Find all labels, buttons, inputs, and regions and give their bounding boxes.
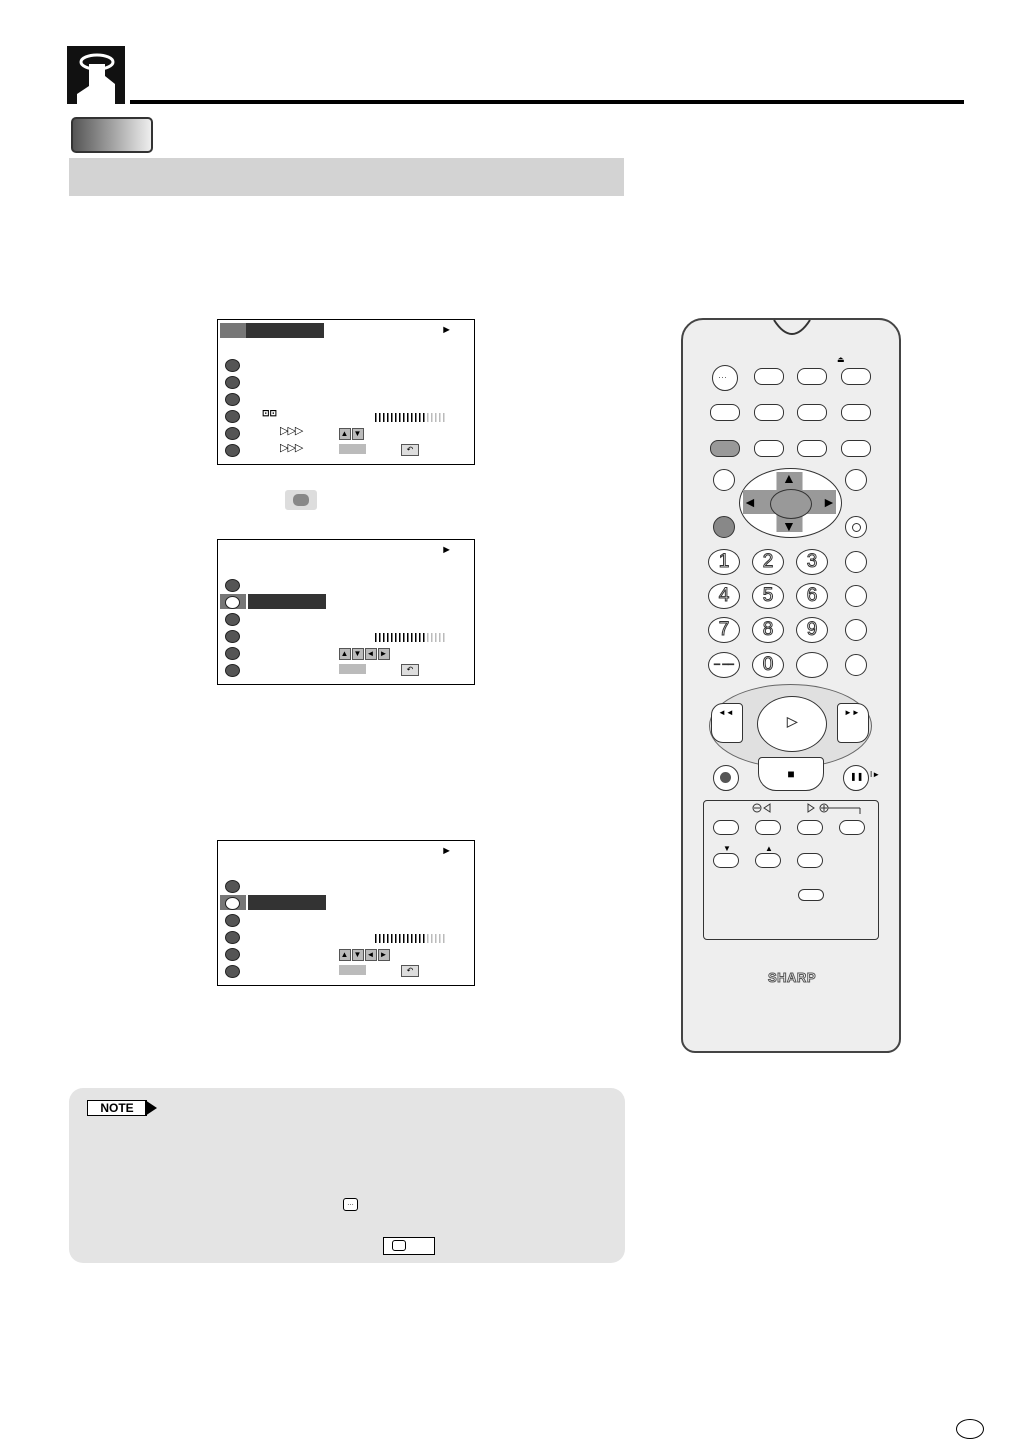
remote-button-5[interactable] — [797, 404, 827, 421]
audio-icon — [225, 630, 240, 643]
return-icon: ↶ — [401, 664, 419, 676]
rewind-button[interactable]: ◄◄ — [711, 703, 743, 743]
note-label: NOTE — [87, 1100, 147, 1116]
skip-slow-icons — [750, 802, 862, 822]
remote-button-4[interactable] — [754, 404, 784, 421]
angle-icon — [225, 613, 240, 626]
skip-forward-button[interactable] — [797, 820, 823, 835]
open-close-button[interactable] — [841, 368, 871, 385]
down-triangle-icon: ▼ — [723, 844, 731, 853]
selected-row-bar — [248, 895, 326, 910]
note-tag — [87, 1100, 157, 1116]
return-button[interactable] — [713, 516, 735, 538]
lower-button-7[interactable] — [797, 853, 823, 868]
up-triangle-icon: ▲ — [765, 844, 773, 853]
section-tab — [71, 117, 153, 153]
brand-logo: SHARP — [767, 970, 816, 985]
level-bar — [375, 934, 445, 943]
eject-button[interactable] — [841, 440, 871, 457]
zoom-icon — [225, 965, 240, 978]
lower-button-6[interactable] — [755, 853, 781, 868]
hand-pointer-icon — [67, 46, 125, 104]
play-indicator: ► — [441, 324, 452, 336]
remote-button-1[interactable] — [754, 368, 784, 385]
side-button-4[interactable] — [845, 654, 867, 676]
step-icon: I► — [870, 770, 881, 779]
remote-ir-window — [772, 318, 812, 342]
repeat-icon — [225, 647, 240, 660]
side-button-1[interactable] — [845, 551, 867, 573]
number-9-button[interactable]: 9 — [796, 617, 828, 643]
left-arrow-icon[interactable]: ◄ — [743, 494, 757, 510]
remote-button-6[interactable] — [841, 404, 871, 421]
arrow-buttons: ▲ ▼ ◄ ► — [340, 950, 389, 959]
skip-back-button[interactable] — [755, 820, 781, 835]
note-arrow-icon — [145, 1100, 157, 1116]
time-icon — [225, 880, 240, 893]
return-icon: ↶ — [401, 965, 419, 977]
lower-button-1[interactable] — [713, 820, 739, 835]
arrow-buttons: ▲ ▼ — [340, 429, 363, 438]
record-button[interactable] — [713, 765, 739, 791]
selected-row-bar — [246, 323, 324, 338]
angle-button[interactable] — [797, 440, 827, 457]
number-8-button[interactable]: 8 — [752, 617, 784, 643]
header-rule — [130, 100, 964, 104]
subtitle-icon — [225, 897, 240, 910]
mode-switch[interactable] — [798, 889, 824, 901]
triangles-2: ▷▷▷ — [280, 442, 303, 454]
enter-button[interactable] — [770, 489, 812, 519]
return-icon: ↶ — [401, 444, 419, 456]
dots-button[interactable]: ··· — [712, 365, 738, 391]
audio-icon — [225, 410, 240, 423]
subtitle-button[interactable] — [710, 440, 740, 457]
right-round-button[interactable] — [845, 469, 867, 491]
number-5-button[interactable]: 5 — [752, 583, 784, 609]
section-title-band — [69, 158, 624, 196]
gray-button — [339, 444, 366, 454]
level-bar — [375, 633, 445, 642]
eject-icon: ⏏ — [837, 355, 845, 364]
fast-forward-button[interactable]: ►► — [837, 703, 869, 743]
down-arrow-icon[interactable]: ▼ — [782, 518, 796, 534]
zoom-icon — [225, 664, 240, 677]
repeat-icon — [225, 427, 240, 440]
number-3-button[interactable]: 3 — [796, 549, 828, 575]
subtitle-display-icon — [383, 1237, 435, 1255]
subtitle-icon: … — [343, 1198, 358, 1211]
zoom-icon — [225, 444, 240, 457]
number-0-button[interactable]: 0 — [752, 652, 784, 678]
level-bar — [375, 413, 445, 422]
number-2-button[interactable]: 2 — [752, 549, 784, 575]
play-indicator: ► — [441, 544, 452, 556]
stop-button[interactable]: ■ — [758, 757, 824, 791]
pause-button[interactable]: ❚❚ — [843, 765, 869, 791]
dual-audio-symbol: ⊡⊡ — [262, 408, 278, 418]
lower-button-4[interactable] — [839, 820, 865, 835]
gray-button — [339, 664, 366, 674]
audio-icon — [225, 931, 240, 944]
time-icon — [225, 579, 240, 592]
left-round-button[interactable] — [713, 469, 735, 491]
audio-button[interactable] — [754, 440, 784, 457]
osd-screen-1 — [217, 319, 475, 465]
side-button-3[interactable] — [845, 619, 867, 641]
remote-button-2[interactable] — [797, 368, 827, 385]
up-arrow-icon[interactable]: ▲ — [782, 470, 796, 486]
language-badge — [956, 1419, 984, 1439]
triangles-1: ▷▷▷ — [280, 425, 303, 437]
number-4-button[interactable]: 4 — [708, 583, 740, 609]
repeat-icon — [225, 948, 240, 961]
right-arrow-icon[interactable]: ► — [822, 494, 836, 510]
time-icon — [225, 359, 240, 372]
number-1-button[interactable]: 1 — [708, 549, 740, 575]
side-button-2[interactable] — [845, 585, 867, 607]
lower-button-5[interactable] — [713, 853, 739, 868]
subtitle-icon — [225, 596, 240, 609]
arrow-buttons: ▲ ▼ ◄ ► — [340, 649, 389, 658]
subtitle-button-icon — [285, 490, 317, 510]
blank-button[interactable] — [796, 652, 828, 678]
selected-row-bar — [248, 594, 326, 609]
subtitle-icon — [225, 376, 240, 389]
selected-row-marker — [220, 323, 246, 338]
remote-button-3[interactable] — [710, 404, 740, 421]
play-button[interactable]: ► — [757, 696, 827, 752]
osd-screen-3 — [217, 840, 475, 986]
play-indicator: ► — [441, 845, 452, 857]
number-7-button[interactable]: 7 — [708, 617, 740, 643]
angle-icon — [225, 914, 240, 927]
gray-button — [339, 965, 366, 975]
number-6-button[interactable]: 6 — [796, 583, 828, 609]
osd-screen-2 — [217, 539, 475, 685]
setup-button[interactable] — [845, 516, 867, 538]
dash-button[interactable]: – –– — [708, 652, 740, 678]
angle-icon — [225, 393, 240, 406]
